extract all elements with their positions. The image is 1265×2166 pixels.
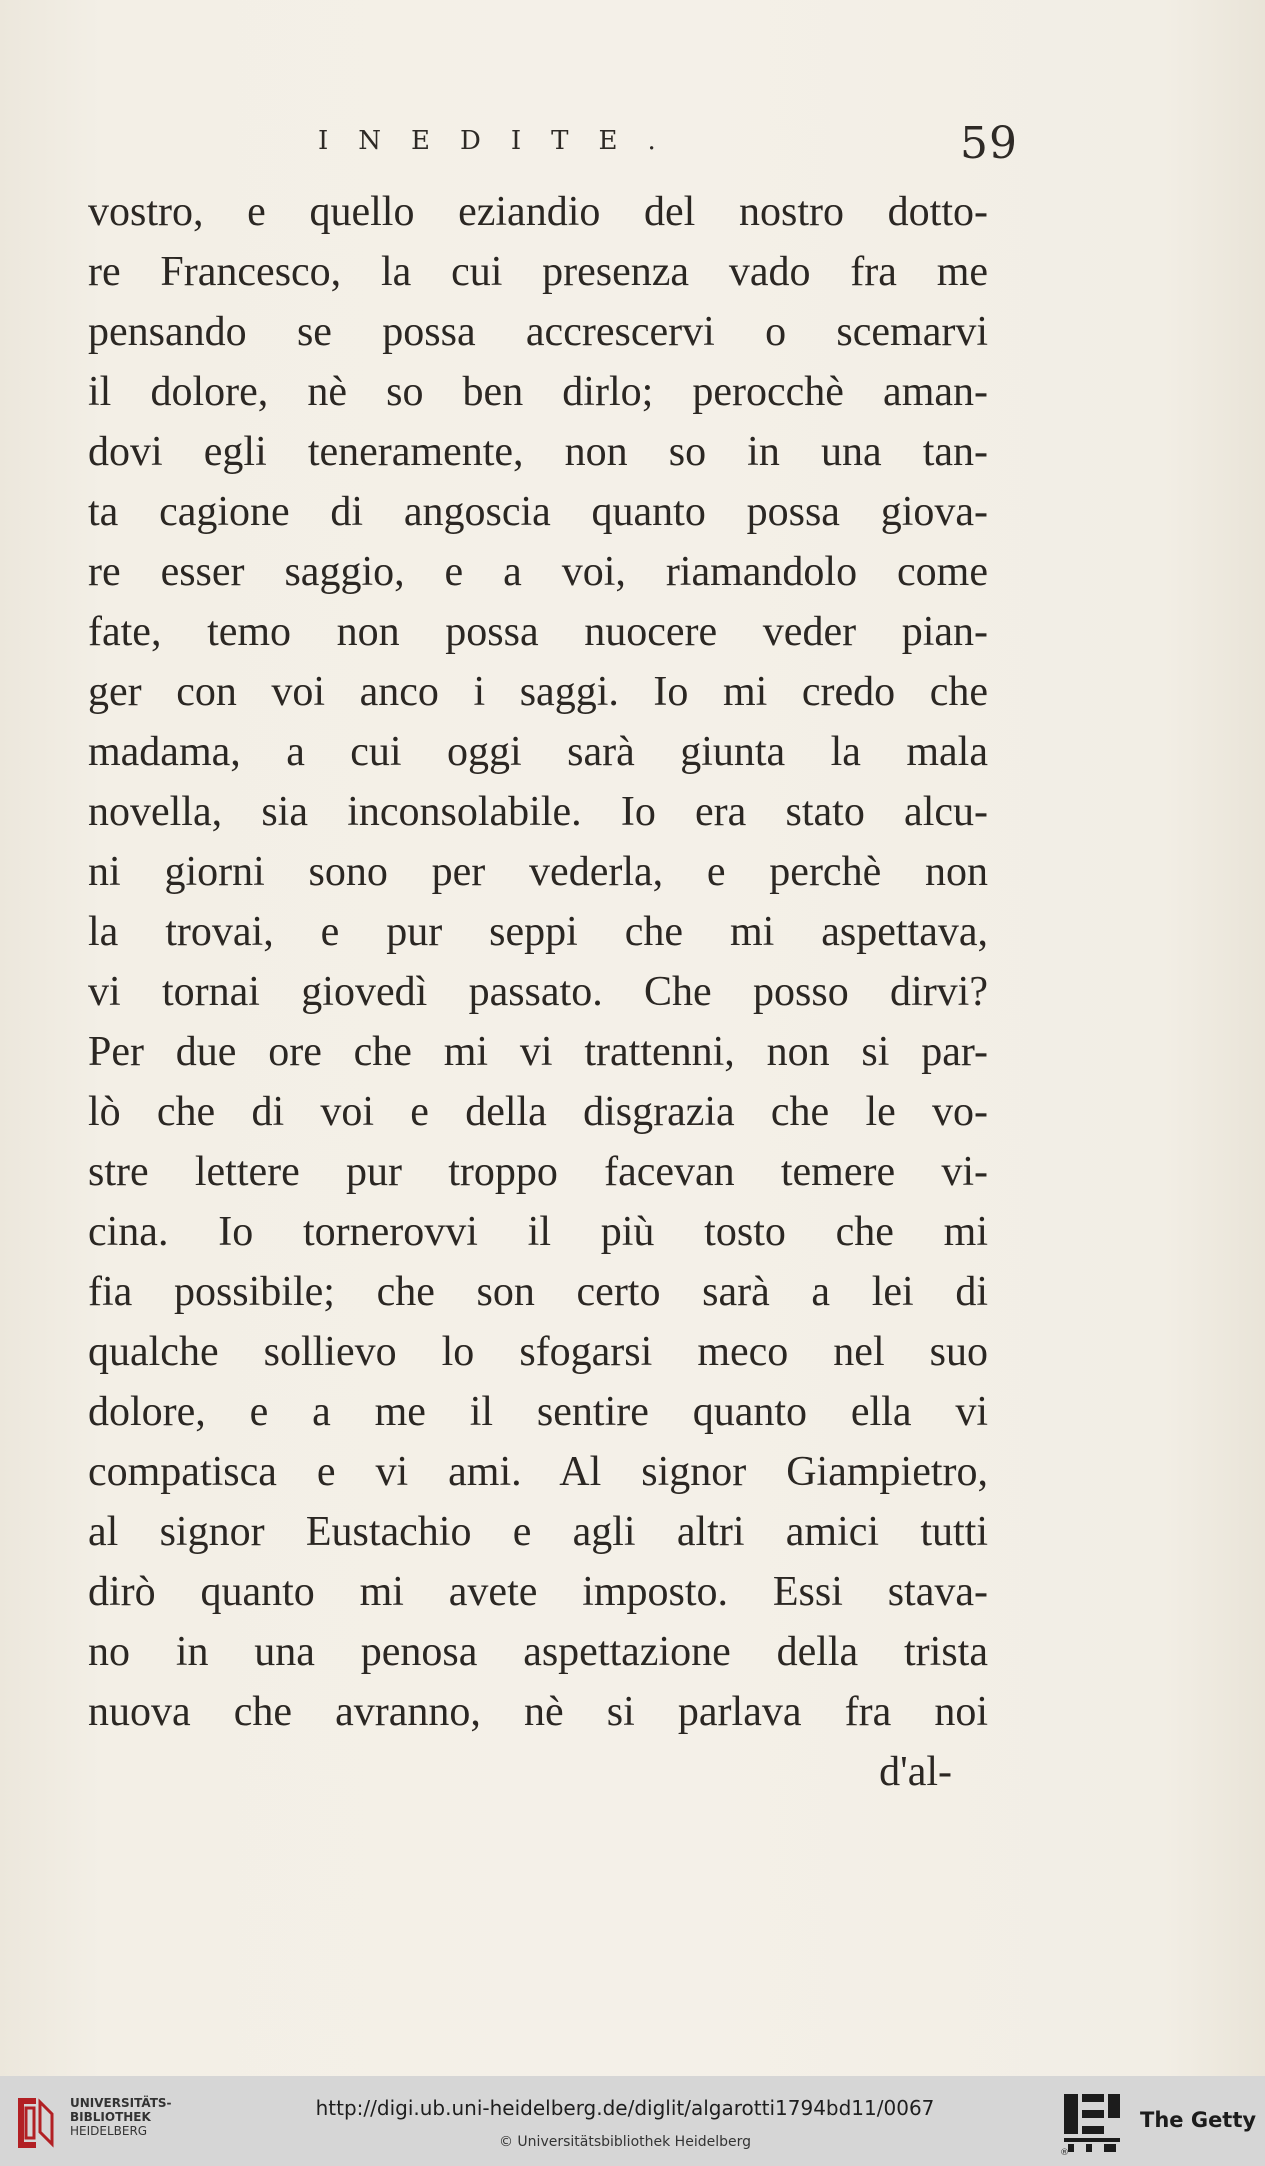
text-line: pensando se possa accrescervi o scemarvi (88, 309, 988, 355)
running-head (318, 118, 1018, 178)
text-line: il dolore, nè so ben dirlo; perocchè aman- (88, 369, 988, 415)
text-line: compatisca e vi ami. Al signor Giampietro, (88, 1449, 988, 1495)
text-line: novella, sia inconsolabile. Io era stato alcu- (88, 789, 988, 835)
text-line: dolore, e a me il sentire quanto ella vi (88, 1389, 988, 1435)
library-name-line2: BIBLIOTHEK (70, 2110, 151, 2124)
catchword: d'al- (879, 1749, 952, 1795)
text-line: stre lettere pur troppo facevan temere vi- (88, 1149, 988, 1195)
text-line: re Francesco, la cui presenza vado fra me (88, 249, 988, 295)
university-library-logo-icon[interactable] (12, 2094, 58, 2152)
text-line: fate, temo non possa nuocere veder pian- (88, 609, 988, 655)
text-line: madama, a cui oggi sarà giunta la mala (88, 729, 988, 775)
text-line: lò che di voi e della disgrazia che le vo- (88, 1089, 988, 1135)
library-name-line1: UNIVERSITÄTS- (70, 2096, 172, 2110)
text-line: dovi egli teneramente, non so in una tan- (88, 429, 988, 475)
text-line: ta cagione di angoscia quanto possa giova- (88, 489, 988, 535)
text-line: re esser saggio, e a voi, riamandolo come (88, 549, 988, 595)
page-number: 59 (960, 118, 1018, 169)
text-line: cina. Io tornerovvi il più tosto che mi (88, 1209, 988, 1255)
getty-logo-icon[interactable] (1064, 2094, 1120, 2152)
text-line: no in una penosa aspettazione della trista (88, 1629, 988, 1675)
body-text (88, 182, 988, 1802)
text-line: al signor Eustachio e agli altri amici tutti (88, 1509, 988, 1555)
text-line: ni giorni sono per vederla, e perchè non (88, 849, 988, 895)
text-line: ger con voi anco i saggi. Io mi credo che (88, 669, 988, 715)
text-line: dirò quanto mi avete imposto. Essi stava- (88, 1569, 988, 1615)
text-line: vostro, e quello eziandio del nostro dotto- (88, 189, 988, 235)
library-name-line3: HEIDELBERG (70, 2124, 148, 2138)
library-name[interactable] (70, 2096, 172, 2138)
text-line: nuova che avranno, nè si parlava fra noi (88, 1689, 988, 1735)
permalink-url[interactable]: http://digi.ub.uni-heidelberg.de/diglit/algarotti1794bd11/0067 (315, 2096, 935, 2120)
text-line: qualche sollievo lo sfogarsi meco nel suo (88, 1329, 988, 1375)
registered-mark: ® (1060, 2148, 1069, 2158)
footer-bar (0, 2076, 1265, 2166)
partner-name[interactable]: The Getty (1140, 2108, 1257, 2132)
text-line: fia possibile; che son certo sarà a lei di (88, 1269, 988, 1315)
copyright-notice: © Universitätsbibliothek Heidelberg (498, 2134, 751, 2150)
text-line: Per due ore che mi vi trattenni, non si par- (88, 1029, 988, 1075)
text-line: vi tornai giovedì passato. Che posso dirvi? (88, 969, 988, 1015)
running-title: INEDITE. (318, 126, 686, 156)
text-line: la trovai, e pur seppi che mi aspettava, (88, 909, 988, 955)
